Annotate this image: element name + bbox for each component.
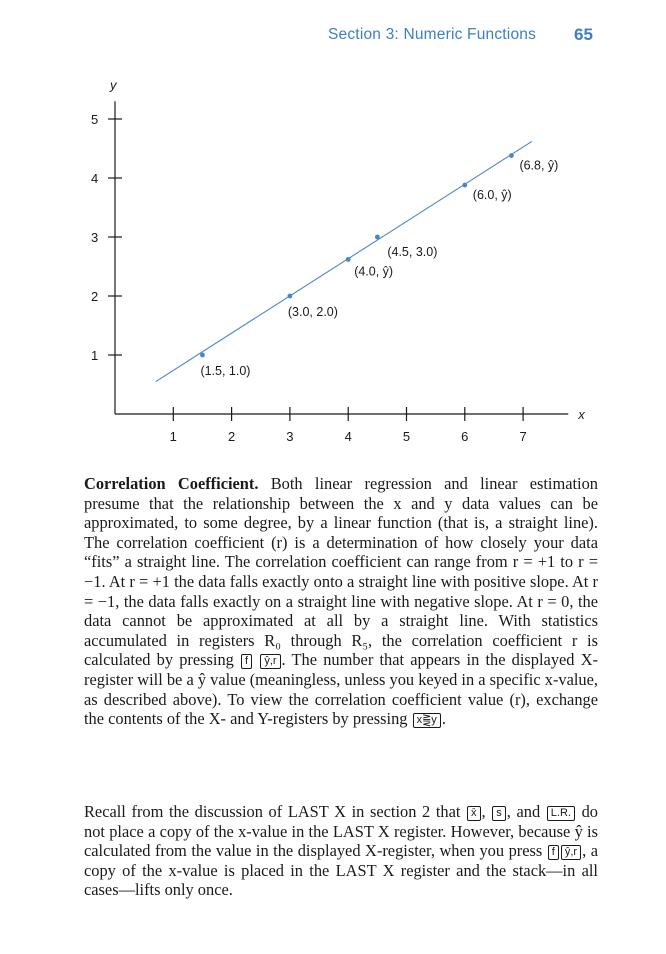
lr-key: L.R. (547, 806, 575, 821)
data-point-label: (3.0, 2.0) (287, 305, 338, 319)
correlation-coefficient-paragraph (84, 474, 598, 729)
f-key: f (548, 845, 559, 860)
paragraph-heading: Correlation Coefficient. (84, 474, 259, 493)
x-axis-label: x (578, 407, 585, 422)
data-point-label: (1.5, 1.0) (200, 364, 251, 378)
section-title: Section 3: Numeric Functions (328, 26, 537, 43)
data-point-label: (4.0, ŷ) (354, 264, 394, 279)
last-x-paragraph (84, 802, 598, 900)
y-tick-label: 1 (91, 348, 99, 363)
paragraph-text: . The number that appears in the displayed X-register will be a ŷ value (meaningless, unless you keyed in a specific x-value, as described above). To view the correlation coefficient value (r), exchange the contents of the X- and Y-registers by pressing (84, 650, 598, 729)
y-hat-r-key: ŷ,r (260, 654, 280, 669)
data-point (346, 257, 351, 262)
x-exchange-y-key: x⪌y (413, 713, 441, 728)
y-tick-label: 3 (91, 230, 99, 245)
chart-marks (156, 141, 559, 381)
data-point (509, 153, 514, 158)
data-point (200, 353, 205, 358)
y-tick-label: 4 (91, 171, 99, 186)
data-point (288, 294, 293, 299)
y-tick-label: 2 (91, 289, 99, 304)
x-tick-label: 2 (227, 429, 236, 444)
y-hat-r-key: ŷ,r (561, 845, 581, 860)
page-header (0, 24, 666, 48)
x-tick-label: 5 (402, 429, 411, 444)
s-key: s (492, 806, 506, 821)
x-tick-label: 4 (344, 429, 352, 444)
data-point (375, 235, 380, 240)
x-tick-label: 6 (461, 429, 469, 444)
paragraph-text: do not place a copy of the x-value in the LAST X register. However, because ŷ is calculated from the value in the displayed X-register, when you press (84, 802, 598, 861)
paragraph-text: , and (506, 802, 546, 821)
x-tick-label: 3 (286, 429, 294, 444)
regression-chart (0, 60, 666, 460)
f-key: f (241, 654, 252, 669)
paragraph-text: . (441, 709, 446, 729)
regression-line (156, 141, 532, 381)
data-point-label: (6.8, ŷ) (519, 158, 559, 173)
x-tick-label: 7 (519, 429, 527, 444)
x-tick-label: 1 (169, 429, 177, 444)
page-number: 65 (574, 25, 593, 44)
paragraph-text: , (481, 802, 492, 821)
y-axis-label: y (110, 77, 117, 93)
x-bar-key: x̄ (467, 806, 481, 821)
paragraph-text: Both linear regression and linear estimation presume that the relationship between the x and y data values can be approximated, to some degree, by a linear function (that is, a straight line). The correlation coefficient (r) is a determination of how closely your data “fits” a straight line. The correlation coefficient can range from r = +1 to r = −1. At r = +1 the data falls exactly onto a straight line with positive slope. At r = −1, the data falls exactly on a straight line with negative slope. At r = 0, the data cannot be approximated at all by a straight line. With statistics accumulated in registers R₀ through R₅, the correlation coefficient r is calculated by pressing (84, 474, 598, 670)
chart-axes (91, 77, 585, 444)
data-point-label: (6.0, ŷ) (472, 188, 512, 203)
data-point-label: (4.5, 3.0) (387, 245, 438, 259)
paragraph-text: Recall from the discussion of LAST X in section 2 that (84, 802, 467, 821)
paragraph-text: , a copy of the x-value is placed in the LAST X register and the stack—in all cases—lifts only once. (84, 841, 598, 900)
data-point (462, 183, 467, 188)
y-tick-label: 5 (91, 112, 99, 127)
